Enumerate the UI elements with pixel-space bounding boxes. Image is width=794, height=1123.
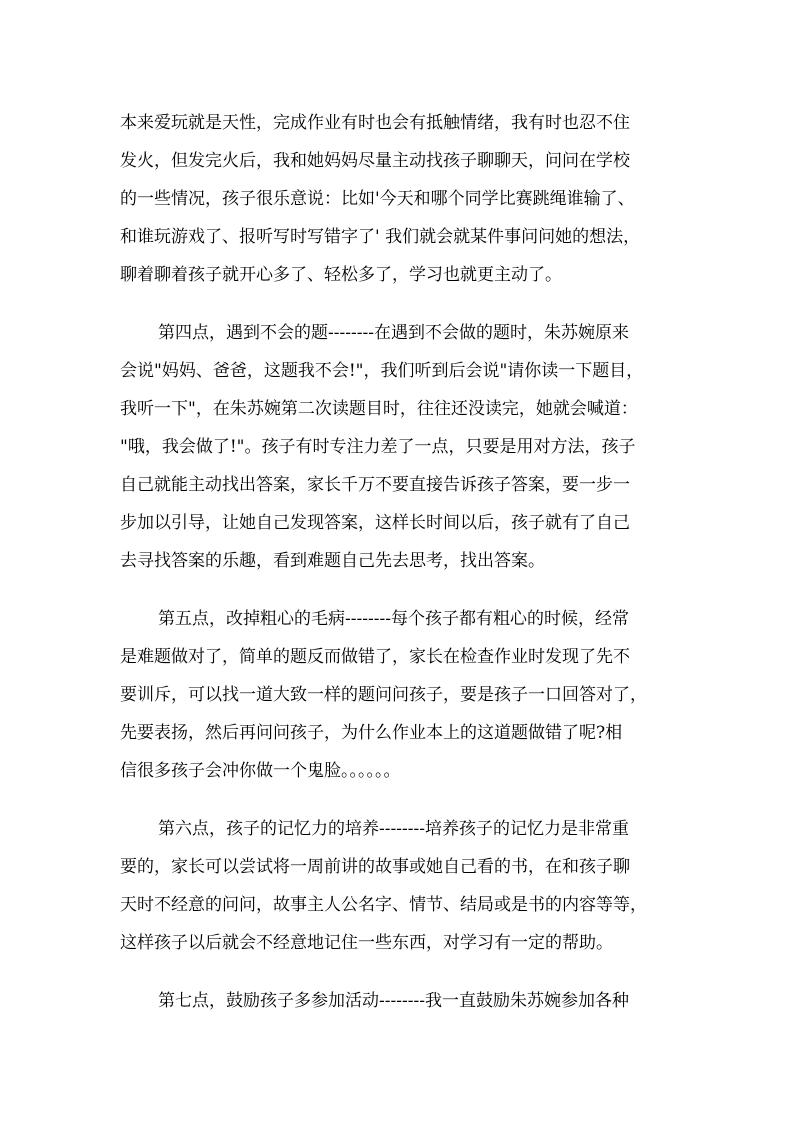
text-line: 和谁玩游戏了、报听写时写错字了' 我们就会就某件事问问她的想法，: [120, 227, 641, 247]
text-line: 信很多孩子会冲你做一个鬼脸。。。。。。: [120, 761, 401, 781]
text-line: 我听一下"，在朱苏婉第二次读题目时，往往还没读完，她就会喊道：: [120, 399, 638, 419]
text-line: 步加以引导，让她自己发现答案，这样长时间以后，孩子就有了自己: [120, 513, 630, 533]
text-line: 要的，家长可以尝试将一周前讲的故事或她自己看的书，在和孩子聊: [120, 857, 630, 877]
text-line: 去寻找答案的乐趣，看到难题自己先去思考，找出答案。: [120, 551, 545, 571]
text-line: 要训斥，可以找一道大致一样的题问问孩子，要是孩子一口回答对了，: [120, 685, 647, 705]
text-line: 是难题做对了，简单的题反而做错了，家长在检查作业时发现了先不: [120, 647, 630, 667]
paragraph-start-line: 第四点，遇到不会的题--------在遇到不会做的题时，朱苏婉原来: [158, 323, 629, 343]
text-line: 这样孩子以后就会不经意地记住一些东西，对学习有一定的帮助。: [120, 933, 613, 953]
paragraph-start-line: 第七点，鼓励孩子多参加活动--------我一直鼓励朱苏婉参加各种: [158, 991, 629, 1011]
text-line: 天时不经意的问问，故事主人公名字、情节、结局或是书的内容等等，: [120, 895, 647, 915]
text-line: 本来爱玩就是天性，完成作业有时也会有抵触情绪，我有时也忍不住: [120, 113, 630, 133]
text-line: 的一些情况，孩子很乐意说：比如'今天和哪个同学比赛跳绳谁输了、: [120, 189, 635, 209]
text-line: "哦，我会做了!"。孩子有时专注力差了一点，只要是用对方法，孩子: [120, 437, 636, 457]
text-line: 自己就能主动找出答案，家长千万不要直接告诉孩子答案，要一步一: [120, 475, 630, 495]
text-line: 发火，但发完火后，我和她妈妈尽量主动找孩子聊聊天，问问在学校: [120, 151, 630, 171]
text-line: 聊着聊着孩子就开心多了、轻松多了，学习也就更主动了。: [120, 265, 562, 285]
text-line: 会说"妈妈、爸爸，这题我不会!"，我们听到后会说"请你读一下题目，: [120, 361, 644, 381]
paragraph-start-line: 第六点，孩子的记忆力的培养--------培养孩子的记忆力是非常重: [158, 819, 629, 839]
text-line: 先要表扬，然后再问问孩子，为什么作业本上的这道题做错了呢?相: [120, 723, 623, 743]
paragraph-start-line: 第五点，改掉粗心的毛病--------每个孩子都有粗心的时候，经常: [158, 609, 629, 629]
